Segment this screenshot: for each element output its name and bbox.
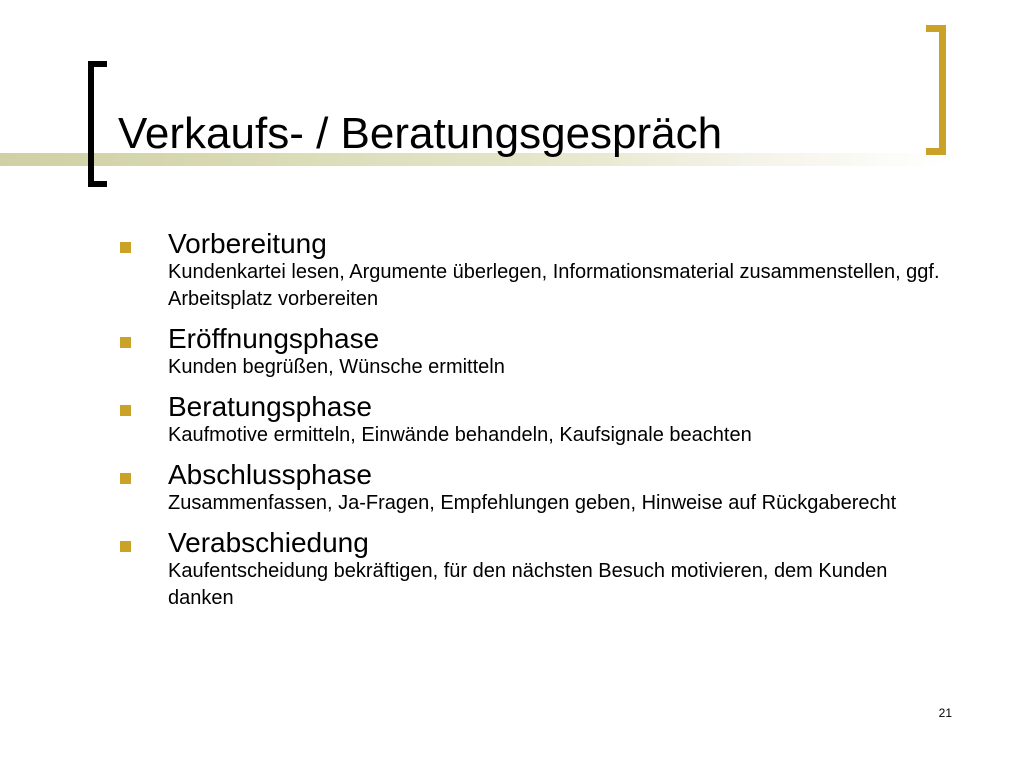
item-detail: Kunden begrüßen, Wünsche ermitteln	[168, 356, 505, 378]
item-heading: Beratungsphase	[168, 391, 372, 422]
item-heading: Abschlussphase	[168, 459, 372, 490]
square-bullet-icon	[120, 242, 131, 253]
item-detail: Kaufmotive ermitteln, Einwände behandeln, Kaufsignale beachten	[168, 424, 752, 446]
item-detail: Kaufentscheidung bekräftigen, für den nächsten Besuch motivieren, dem Kunden danken	[168, 560, 888, 609]
list-item	[115, 228, 945, 313]
right-bracket-decoration	[926, 25, 946, 155]
list-item	[115, 323, 945, 381]
item-heading: Verabschiedung	[168, 527, 369, 558]
square-bullet-icon	[120, 337, 131, 348]
item-heading: Eröffnungsphase	[168, 323, 380, 354]
item-detail: Kundenkartei lesen, Argumente überlegen, Informationsmaterial zusammenstellen, ggf. Arbeitsplatz vorbereiten	[168, 261, 940, 310]
item-detail: Zusammenfassen, Ja-Fragen, Empfehlungen geben, Hinweise auf Rückgaberecht	[168, 492, 897, 514]
list-item	[115, 391, 945, 449]
page-number: 21	[938, 706, 952, 720]
square-bullet-icon	[120, 473, 131, 484]
square-bullet-icon	[120, 405, 131, 416]
list-item	[115, 459, 945, 517]
slide-title: Verkaufs- / Beratungsgespräch	[118, 109, 723, 158]
item-heading: Vorbereitung	[168, 228, 327, 259]
square-bullet-icon	[120, 541, 131, 552]
list-item	[115, 527, 945, 612]
left-bracket-decoration	[88, 61, 107, 187]
bullet-list	[115, 228, 945, 622]
